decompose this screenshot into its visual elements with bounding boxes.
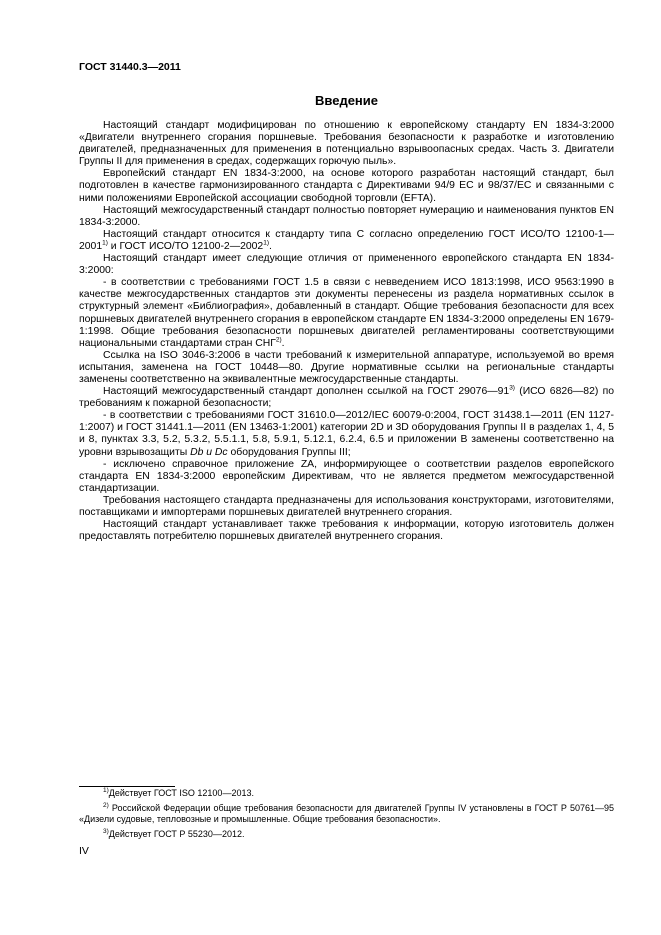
paragraph-11: Требования настоящего стандарта предназначены для использования конструкторами, изготовителями, поставщиками и импортерами поршневых двигателей внутреннего сгорания. — [79, 494, 614, 518]
paragraph-1: Настоящий стандарт модифицирован по отношению к европейскому стандарту EN 1834-3:2000 «Двигатели внутреннего сгорания поршневые. Требования безопасности к разработке и изготовлению двигателей, предназначенных для применения в потенциально взрывоопасных средах. Часть 3. Двигатели Группы II для применения в средах, содержащих горючую пыль». — [79, 120, 614, 168]
paragraph-8: Настоящий межгосударственный стандарт дополнен ссылкой на ГОСТ 29076—91$^{3)}$ (ИСО 6826—82) по требованиям к пожарной безопасности; — [79, 384, 614, 410]
footnote-3: $^{3)}$Действует ГОСТ Р 55230—2012. — [103, 827, 245, 839]
paragraph-5: Настоящий стандарт имеет следующие отличия от примененного европейского стандарта EN 1834-3:2000: — [79, 253, 614, 277]
paragraph-2: Европейский стандарт EN 1834-3:2000, на основе которого разработан настоящий стандарт, был подготовлен в качестве гармонизированного стандарта с Директивами 94/9 ЕС и 98/37/ЕС и связанными с ними положениями Европейской ассоциации свободной торговли (EFTA). — [79, 168, 614, 204]
footnote-ref: 1) — [263, 239, 269, 247]
paragraph-4: Настоящий стандарт относится к стандарту типа С согласно определению ГОСТ ИСО/ТО 12100-1—2001$^{1)}$ и ГОСТ ИСО/ТО 12100-2—2002$^{1)}$. — [79, 228, 614, 252]
paragraph-3: Настоящий межгосударственный стандарт полностью повторяет нумерацию и наименования пунктов EN 1834-3:2000. — [79, 204, 614, 228]
section-title: Введение — [315, 93, 378, 108]
paragraph-12: Настоящий стандарт устанавливает также требования к информации, которую изготовитель должен предоставлять потребителю поршневых двигателей внутреннего сгорания. — [79, 519, 614, 543]
paragraph-6: - в соответствии с требованиями ГОСТ 1.5 в связи с невведением ИСО 1813:1998, ИСО 9563:1990 в качестве межгосударственных стандартов эти документы перенесены из раздела нормативных ссылок в структурный элемент «Библиография», добавленный в стандарт. Общие требования безопасности для всех поршневых двигателей внутреннего сгорания в европейском стандарте EN 1834-3:2000 определены EN 1679-1:1998. Общие требования безопасности поршневых двигателей регламентированы соответствующими национальными стандартами стран СНГ$^{2)}$. — [79, 277, 614, 349]
paragraph-9: - в соответствии с требованиями ГОСТ 31610.0—2012/IEC 60079-0:2004, ГОСТ 31438.1—2011 (EN 1127-1:2007) и ГОСТ 31441.1—2011 (EN 13463-1:2001) категории 2D и 3D оборудования Группы II в разделах 1, 4, 5 и 8, пунктах 3.3, 5.2, 5.3.2, 5.5.1.1, 5.8, 5.9.1, 5.12.1, 6.2.4, 6.5 и приложении В заменены соответственно на уровни взрывозащиты Db и Dc оборудования Группы III; — [79, 410, 614, 458]
paragraph-10: - исключено справочное приложение ZA, информирующее о соответствии разделов европейского стандарта EN 1834-3:2000 европейским Директивам, что не является предметом межгосударственной стандартизации. — [79, 458, 614, 494]
footnote-divider — [79, 786, 175, 787]
footnote-ref: 3) — [509, 384, 515, 392]
footnote-ref: 1) — [102, 239, 108, 247]
footnotes — [79, 788, 614, 843]
protection-levels: Db и Dc — [190, 446, 228, 458]
document-code-header: ГОСТ 31440.3—2011 — [79, 61, 181, 73]
footnote-1: $^{1)}$Действует ГОСТ ISO 12100—2013. — [103, 787, 254, 798]
footnote-2: $^{2)}$ Российской Федерации общие требования безопасности для двигателей Группы IV установлены в ГОСТ Р 50761—95 «Дизели судовые, тепловозные и промышленные. Общие требования безопасности». — [79, 801, 614, 824]
paragraph-7: Ссылка на ISO 3046-3:2006 в части требований к измерительной аппаратуре, используемой во время испытания, заменена на ГОСТ 10448—80. Другие нормативные ссылки на региональные стандарты заменены соответственно на эквивалентные межгосударственные стандарты. — [79, 349, 614, 385]
page-number: IV — [79, 845, 89, 857]
introduction-body — [79, 120, 614, 543]
footnote-ref: 2) — [275, 336, 282, 344]
